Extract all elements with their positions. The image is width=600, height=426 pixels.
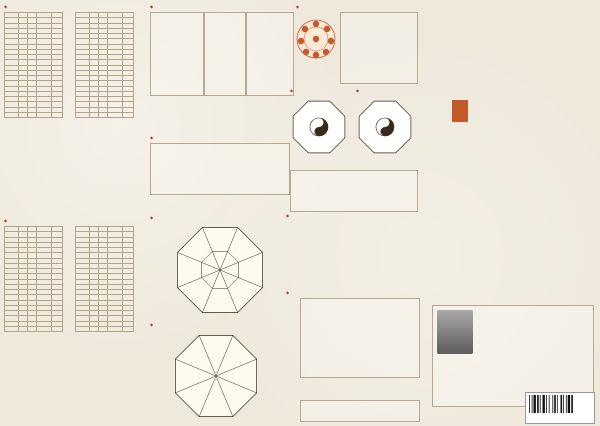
table-cell [37, 112, 52, 117]
gogyo-title [150, 135, 153, 141]
bottom-oct-title [150, 322, 153, 328]
bagua-diagram-1 [288, 96, 350, 158]
luck-rows [343, 15, 349, 55]
table-cell [76, 326, 90, 331]
text-line [153, 61, 162, 66]
gogyo-rows [154, 146, 166, 171]
table-row [76, 326, 134, 331]
table-cell [99, 112, 108, 117]
list-title [286, 290, 289, 296]
barcode-bar [532, 395, 533, 413]
bagua-1-title [290, 88, 293, 94]
barcode-bar [546, 395, 547, 413]
table-row [76, 112, 134, 117]
body-title [286, 213, 289, 219]
table-cell [19, 112, 28, 117]
author-photo [437, 310, 473, 354]
barcode-bar [552, 395, 553, 413]
circle-number-dot [313, 52, 319, 58]
barcode-bar [540, 395, 541, 413]
table-row [5, 326, 63, 331]
table-cell [108, 326, 123, 331]
circle-number-dot [303, 49, 309, 55]
table-a-title [4, 4, 7, 10]
year-table-b [4, 226, 63, 332]
octagon-diagram-large [170, 220, 270, 320]
circle-number-dot [324, 26, 330, 32]
barcode-bar [537, 395, 539, 413]
gogyo-table [150, 143, 290, 195]
barcode-bar [554, 395, 556, 413]
text-line [207, 61, 216, 66]
table-cell [90, 326, 99, 331]
table-cell [5, 326, 19, 331]
bagua-2-title [356, 88, 359, 94]
table-cell [37, 326, 52, 331]
year-table-a-2 [75, 12, 134, 118]
barcode-bar [566, 395, 567, 413]
text-line [304, 347, 310, 352]
barcode-bar [561, 395, 563, 413]
table-cell [19, 326, 28, 331]
circle-number-dot [313, 36, 319, 42]
kigo-rows [207, 21, 216, 66]
table-cell [123, 326, 134, 331]
table-cell [52, 326, 63, 331]
circle-number-dot [328, 38, 334, 44]
oct-title [150, 215, 153, 221]
star-table-c [246, 12, 294, 96]
star-table-b [204, 12, 246, 96]
list-footer-box [300, 400, 420, 422]
table-cell [28, 326, 37, 331]
table-b-title [4, 218, 7, 224]
table-cell [90, 112, 99, 117]
barcode-bar [571, 395, 573, 413]
text-line [343, 50, 349, 55]
table-cell [76, 112, 90, 117]
explain-box [290, 170, 418, 212]
bagua-diagram-2 [354, 96, 416, 158]
table-cell [99, 326, 108, 331]
table-cell [28, 112, 37, 117]
nine-star-circle [294, 10, 338, 68]
luck-table [340, 12, 418, 84]
table-cell [108, 112, 123, 117]
barcode-bar [557, 395, 558, 413]
title-block [452, 8, 592, 96]
stamp-seal [452, 100, 468, 122]
barcode-bar [568, 395, 570, 413]
barcode-bar [543, 395, 545, 413]
year-table-b-2 [75, 226, 134, 332]
circle-number-dot [302, 26, 308, 32]
table-row [5, 112, 63, 117]
circle-number-dot [323, 49, 329, 55]
table-cell [123, 112, 134, 117]
barcode-bar [563, 395, 564, 413]
table-cell [5, 112, 19, 117]
list-box [300, 298, 420, 378]
subtitle-block [452, 92, 592, 182]
star-table-a [150, 12, 204, 96]
barcode-bar [549, 395, 550, 413]
table-cell [52, 112, 63, 117]
barcode-bar [529, 395, 530, 413]
star-rows [153, 21, 162, 66]
circle-number-dot [313, 21, 319, 27]
octagon-diagram-bottom [168, 328, 264, 424]
text-line [154, 166, 166, 171]
barcode-bars [526, 393, 594, 415]
star-table-title [150, 4, 153, 10]
circle-number-dot [298, 38, 304, 44]
barcode-bar [534, 395, 536, 413]
year-table-a [4, 12, 63, 118]
barcode [525, 392, 595, 424]
list-rows [304, 307, 310, 352]
